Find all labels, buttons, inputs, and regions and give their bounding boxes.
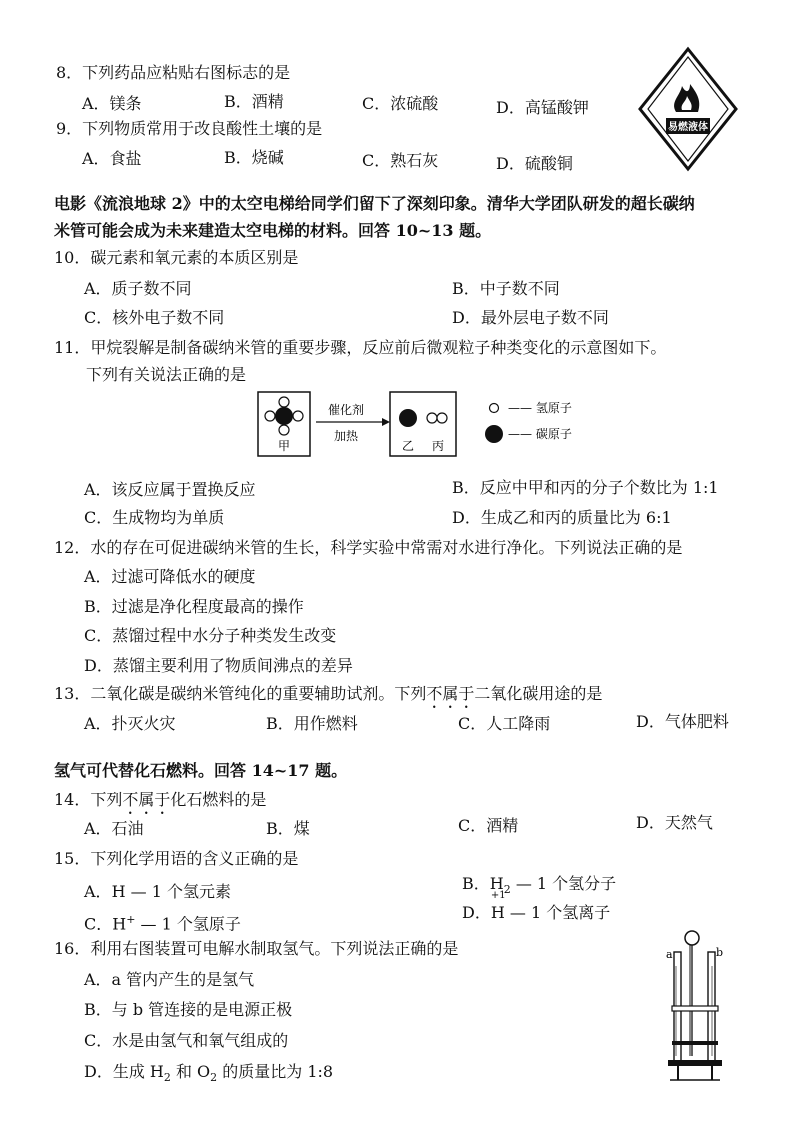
q15-a-label: A． [84, 882, 112, 901]
q15-stem: 15．下列化学用语的含义正确的是 [54, 849, 299, 868]
q16-d-mid: 和 O [170, 1062, 211, 1081]
passage1-line1: 电影《流浪地球 2》中的太空电梯给同学们留下了深刻印象。清华大学团队研发的超长碳纳 [54, 194, 695, 213]
q15-c-symbol: H [112, 914, 127, 934]
q14-stem [54, 789, 266, 818]
flammable-liquid-sign [636, 46, 740, 172]
q9-option-d[interactable]: D．硫酸铜 [496, 154, 573, 173]
q10-option-d[interactable]: D．最外层电子数不同 [452, 308, 609, 327]
hydrogen-atom-icon [279, 425, 289, 435]
q15-c-superscript: + [126, 913, 136, 926]
q14-stem-post: 化石燃料的是 [170, 790, 267, 809]
heat-label: 加热 [333, 429, 359, 443]
q8-stem: 8．下列药品应粘贴右图标志的是 [56, 63, 291, 82]
hydrogen-legend-label: —— 氢原子 [508, 401, 572, 415]
passage1-line2: 米管可能会成为未来建造太空电梯的材料。回答 10~13 题。 [54, 221, 492, 240]
label-yi: 乙 [401, 439, 415, 453]
q13-stem-post: 二氧化碳用途的是 [474, 684, 603, 703]
q14-stem-emphasis: 不属于 [122, 790, 171, 809]
carbon-atom-icon [275, 407, 293, 425]
q16-option-a[interactable]: A．a 管内产生的是氢气 [84, 970, 255, 989]
q13-stem [54, 683, 602, 712]
hydrogen-atom-icon [427, 413, 437, 423]
q15-a-symbol: H [111, 882, 126, 901]
q11-option-a[interactable]: A．该反应属于置换反应 [84, 480, 256, 499]
q11-option-d[interactable]: D．生成乙和丙的质量比为 6:1 [452, 508, 672, 527]
product-box [390, 392, 456, 456]
q10-option-a[interactable]: A．质子数不同 [84, 279, 192, 298]
hydrogen-atom-icon [279, 397, 289, 407]
methane-cracking-diagram [256, 390, 596, 460]
q15-option-c[interactable] [84, 909, 241, 935]
q16-d-post: 的质量比为 1:8 [217, 1062, 334, 1081]
hydrogen-atom-icon [293, 411, 303, 421]
q16-stem: 16．利用右图装置可电解水制取氢气。下列说法正确的是 [54, 939, 459, 958]
tube-a-label: a [666, 948, 673, 961]
q14-option-c[interactable]: C．酒精 [458, 816, 519, 835]
q14-option-a[interactable]: A．石油 [84, 819, 144, 838]
q15-d-text: — 1 个氢离子 [509, 903, 611, 922]
tube-b-label: b [716, 946, 724, 959]
carbon-legend-label: —— 碳原子 [508, 427, 572, 441]
q10-option-b[interactable]: B．中子数不同 [452, 279, 560, 298]
q15-b-label: B． [462, 874, 490, 893]
q12-option-d[interactable]: D．蒸馏主要利用了物质间沸点的差异 [84, 656, 353, 675]
q10-option-c[interactable]: C．核外电子数不同 [84, 308, 225, 327]
q13-option-b[interactable]: B．用作燃料 [266, 714, 358, 733]
q16-d-pre: D．生成 H [84, 1062, 164, 1081]
carbon-legend-icon [485, 425, 503, 443]
q11-stem2: 下列有关说法正确的是 [86, 365, 247, 384]
q13-stem-pre: 13．二氧化碳是碳纳米管纯化的重要辅助试剂。下列 [54, 684, 427, 703]
q12-option-c[interactable]: C．蒸馏过程中水分子种类发生改变 [84, 626, 337, 645]
hydrogen-atom-icon [265, 411, 275, 421]
q14-option-d[interactable]: D．天然气 [636, 813, 713, 832]
q12-option-a[interactable]: A．过滤可降低水的硬度 [84, 567, 256, 586]
q16-option-c[interactable]: C．水是由氢气和氧气组成的 [84, 1031, 289, 1050]
q16-option-b[interactable]: B．与 b 管连接的是电源正极 [84, 1000, 293, 1019]
q15-b-subscript: 2 [503, 883, 511, 897]
q15-d-valence: +1 [490, 890, 506, 901]
q15-a-text: — 1 个氢元素 [130, 882, 231, 901]
q13-stem-emphasis: 不属于 [426, 684, 475, 703]
q15-c-label: C． [84, 914, 113, 934]
catalyst-label: 催化剂 [327, 403, 365, 417]
q9-option-a[interactable]: A．食盐 [82, 149, 142, 168]
q12-stem: 12．水的存在可促进碳纳米管的生长，科学实验中常需对水进行净化。下列说法正确的是 [54, 538, 683, 557]
q15-c-text: — 1 个氢原子 [140, 914, 241, 934]
passage2-line1: 氢气可代替化石燃料。回答 14~17 题。 [54, 761, 348, 780]
q15-option-b[interactable] [462, 873, 616, 901]
q11-option-c[interactable]: C．生成物均为单质 [84, 508, 225, 527]
q11-stem: 11．甲烷裂解是制备碳纳米管的重要步骤，反应前后微观粒子种类变化的示意图如下。 [54, 338, 667, 357]
q13-option-d[interactable]: D．气体肥料 [636, 712, 729, 731]
q16-d-sub1: 2 [163, 1071, 171, 1085]
reservoir-bulb-icon [685, 931, 699, 945]
q12-option-b[interactable]: B．过滤是净化程度最高的操作 [84, 597, 304, 616]
hydrogen-atom-icon [437, 413, 447, 423]
q16-d-sub2: 2 [210, 1071, 218, 1085]
hydrogen-legend-icon [490, 404, 499, 413]
q11-option-b[interactable]: B．反应中甲和丙的分子个数比为 1:1 [452, 478, 719, 497]
q14-option-b[interactable]: B．煤 [266, 819, 310, 838]
q10-stem: 10．碳元素和氧元素的本质区别是 [54, 248, 299, 267]
q14-stem-pre: 14．下列 [54, 790, 123, 809]
q8-option-d[interactable]: D．高锰酸钾 [496, 98, 589, 117]
q9-option-c[interactable]: C．熟石灰 [362, 151, 439, 170]
q15-d-symbol: H [490, 903, 505, 922]
q9-stem: 9．下列物质常用于改良酸性土壤的是 [56, 119, 323, 138]
q15-option-d[interactable] [462, 890, 611, 924]
sign-label: 易燃液体 [668, 122, 708, 133]
q8-option-b[interactable]: B．酒精 [224, 92, 284, 111]
q15-option-a[interactable] [84, 881, 231, 903]
q16-option-d[interactable] [84, 1061, 333, 1089]
label-jia: 甲 [277, 439, 291, 453]
q8-option-c[interactable]: C．浓硫酸 [362, 94, 439, 113]
q9-option-b[interactable]: B．烧碱 [224, 148, 284, 167]
q15-b-symbol: H [489, 874, 504, 893]
q15-d-label: D． [462, 903, 491, 922]
arrow-head-icon [382, 418, 390, 426]
label-bing: 丙 [431, 439, 445, 453]
q13-option-a[interactable]: A．扑灭火灾 [84, 714, 176, 733]
q15-b-text: — 1 个氢分子 [515, 874, 617, 893]
q13-option-c[interactable]: C．人工降雨 [458, 714, 551, 733]
q8-option-a[interactable]: A．镁条 [82, 94, 142, 113]
carbon-atom-icon [399, 409, 417, 427]
electrolysis-apparatus-diagram [660, 926, 740, 1086]
